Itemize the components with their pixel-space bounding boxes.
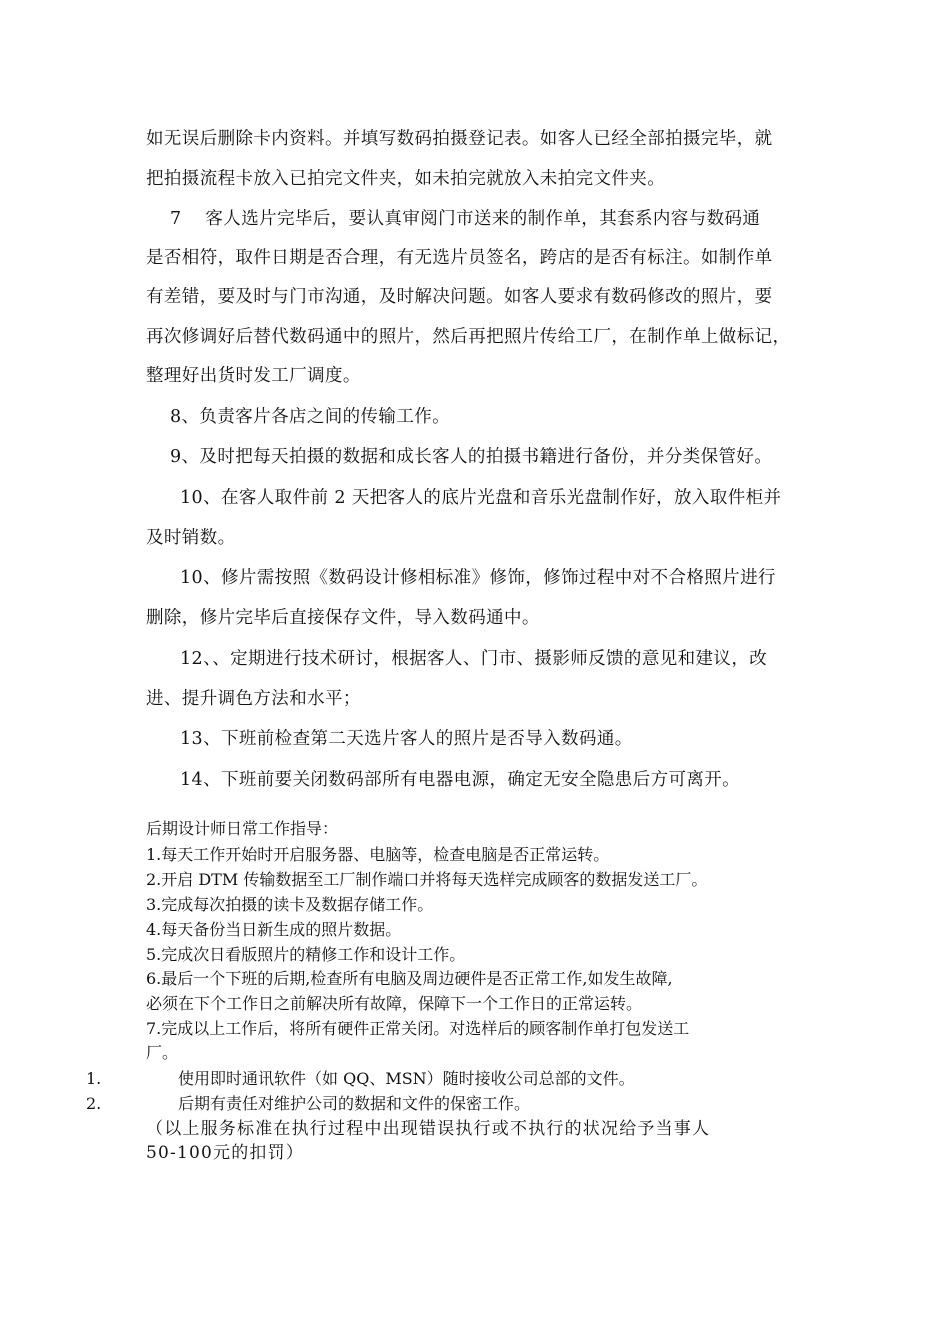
guide-line: 7.完成以上工作后，将所有硬件正常关闭。对选样后的顾客制作单打包发送工: [146, 1019, 690, 1038]
list-item: 使用即时通讯软件（如 QQ、MSN）随时接收公司总部的文件。: [178, 1069, 635, 1088]
paragraph-line: 整理好出货时发工厂调度。: [146, 366, 361, 386]
paragraph-item-10a: 10、在客人取件前 2 天把客人的底片光盘和音乐光盘制作好，放入取件柜并: [180, 488, 782, 508]
guide-line: 2.开启 DTM 传输数据至工厂制作端口并将每天选样完成顾客的数据发送工厂。: [146, 870, 708, 889]
paragraph-line: 如无误后删除卡内资料。并填写数码拍摄登记表。如客人已经全部拍摄完毕，就: [146, 129, 773, 149]
guide-line: 厂。: [146, 1043, 179, 1062]
penalty-note: （以上服务标准在执行过程中出现错误执行或不执行的状况给予当事人: [146, 1119, 711, 1139]
paragraph-item-10b: 10、修片需按照《数码设计修相标准》修饰，修饰过程中对不合格照片进行: [180, 568, 776, 588]
guide-line: 必须在下个工作日之前解决所有故障，保障下一个工作日的正常运转。: [146, 994, 643, 1013]
guide-line: 1.每天工作开始时开启服务器、电脑等，检查电脑是否正常运转。: [146, 845, 610, 864]
guide-line: 3.完成每次拍摄的读卡及数据存储工作。: [146, 895, 434, 914]
paragraph-line: 进、提升调色方法和水平；: [146, 689, 361, 709]
paragraph-line: 是否相符，取件日期是否合理，有无选片员签名，跨店的是否有标注。如制作单: [146, 248, 773, 268]
paragraph-item-8: 8、负责客片各店之间的传输工作。: [170, 407, 451, 427]
paragraph-item-12: 12、、定期进行技术研讨，根据客人、门市、摄影师反馈的意见和建议，改: [180, 649, 768, 669]
paragraph-line: 把拍摄流程卡放入已拍完文件夹，如未拍完就放入未拍完文件夹。: [146, 169, 666, 189]
paragraph-line: 有差错，要及时与门市沟通，及时解决问题。如客人要求有数码修改的照片，要: [146, 287, 773, 307]
paragraph-line: 及时销数。: [146, 528, 236, 548]
guide-line: 6.最后一个下班的后期,检查所有电脑及周边硬件是否正常工作,如发生故障,: [146, 969, 673, 988]
paragraph-item-9: 9、及时把每天拍摄的数据和成长客人的拍摄书籍进行备份，并分类保管好。: [170, 447, 773, 467]
paragraph-line: 删除，修片完毕后直接保存文件，导入数码通中。: [146, 608, 540, 628]
paragraph-line: 再次修调好后替代数码通中的照片，然后再把照片传给工厂，在制作单上做标记，: [146, 327, 791, 347]
guide-title: 后期设计师日常工作指导：: [146, 819, 339, 838]
paragraph-item-14: 14、下班前要关闭数码部所有电器电源，确定无安全隐患后方可离开。: [180, 770, 741, 790]
penalty-note: 50-100元的扣罚）: [146, 1143, 305, 1163]
guide-line: 4.每天备份当日新生成的照片数据。: [146, 920, 402, 939]
list-number: 1.: [86, 1069, 102, 1088]
paragraph-item-7: 7 客人选片完毕后，要认真审阅门市送来的制作单，其套系内容与数码通: [170, 209, 761, 229]
list-number: 2.: [86, 1094, 102, 1113]
guide-line: 5.完成次日看版照片的精修工作和设计工作。: [146, 945, 466, 964]
list-item: 后期有责任对维护公司的数据和文件的保密工作。: [178, 1094, 531, 1113]
paragraph-item-13: 13、下班前检查第二天选片客人的照片是否导入数码通。: [180, 729, 633, 749]
